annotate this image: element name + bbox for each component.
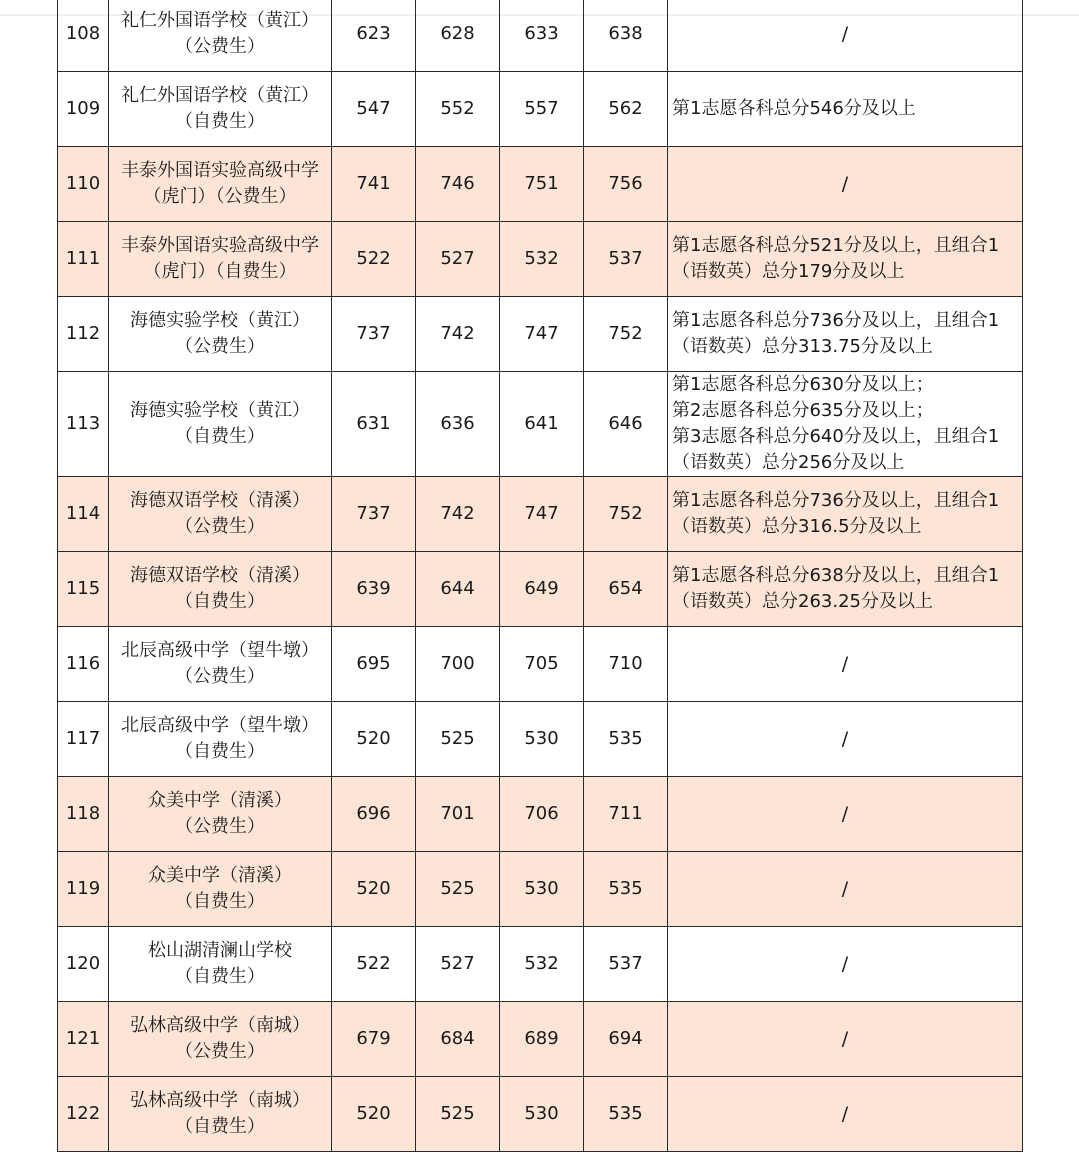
row-number-cell: 115 — [58, 552, 109, 627]
school-name: 海德实验学校（黄江） — [130, 310, 310, 331]
student-type: （自费生） — [175, 591, 265, 612]
school-name: 海德双语学校（清溪） — [130, 565, 310, 586]
score-cell-2: 527 — [416, 222, 500, 297]
score-cell-2: 527 — [416, 927, 500, 1002]
student-type: （自费生） — [175, 741, 265, 762]
row-number-cell: 119 — [58, 852, 109, 927]
score-cell-3: 557 — [500, 72, 584, 147]
score-cell-4: 752 — [584, 477, 668, 552]
score-cell-3: 530 — [500, 852, 584, 927]
table-row — [58, 627, 1023, 702]
student-type: （公费生） — [175, 666, 265, 687]
row-number-cell: 118 — [58, 777, 109, 852]
remark-cell — [668, 72, 1023, 147]
row-number-cell: 120 — [58, 927, 109, 1002]
school-name-cell — [109, 927, 332, 1002]
table-row — [58, 777, 1023, 852]
remark-line: （语数英）总分179分及以上 — [672, 261, 905, 282]
remark-line: 第3志愿各科总分640分及以上，且组合1 — [672, 426, 1000, 447]
score-cell-4: 562 — [584, 72, 668, 147]
remark-line: / — [841, 173, 849, 195]
school-name: 海德双语学校（清溪） — [130, 490, 310, 511]
student-type: （自费生） — [175, 426, 265, 447]
row-number-cell: 122 — [58, 1077, 109, 1152]
table-row — [58, 372, 1023, 477]
score-cell-2: 525 — [416, 852, 500, 927]
remark-cell — [668, 702, 1023, 777]
score-cell-1: 695 — [332, 627, 416, 702]
score-cell-3: 530 — [500, 1077, 584, 1152]
school-name: 礼仁外国语学校（黄江） — [121, 10, 319, 31]
remark-line: （语数英）总分263.25分及以上 — [672, 591, 933, 612]
school-name: 丰泰外国语实验高级中学 — [121, 235, 319, 256]
score-cell-1: 679 — [332, 1002, 416, 1077]
school-name-cell — [109, 627, 332, 702]
score-cell-2: 746 — [416, 147, 500, 222]
score-cell-4: 752 — [584, 297, 668, 372]
school-name-cell — [109, 297, 332, 372]
student-type: （虎门）（公费生） — [143, 186, 297, 207]
admission-score-table — [57, 0, 1023, 1152]
student-type: （公费生） — [175, 816, 265, 837]
score-cell-2: 628 — [416, 0, 500, 72]
score-cell-1: 741 — [332, 147, 416, 222]
remark-line: （语数英）总分256分及以上 — [672, 452, 905, 473]
score-cell-2: 525 — [416, 702, 500, 777]
school-name: 众美中学（清溪） — [148, 865, 292, 886]
table-row — [58, 297, 1023, 372]
student-type: （自费生） — [175, 891, 265, 912]
remark-cell — [668, 147, 1023, 222]
school-name-cell — [109, 72, 332, 147]
school-name-cell — [109, 1002, 332, 1077]
school-name: 丰泰外国语实验高级中学 — [121, 160, 319, 181]
score-cell-4: 537 — [584, 222, 668, 297]
row-number-cell: 112 — [58, 297, 109, 372]
remark-cell — [668, 0, 1023, 72]
score-cell-4: 646 — [584, 372, 668, 477]
student-type: （公费生） — [175, 1041, 265, 1062]
table-row — [58, 927, 1023, 1002]
score-cell-4: 711 — [584, 777, 668, 852]
table-body — [58, 0, 1023, 1152]
school-name-cell — [109, 702, 332, 777]
score-cell-2: 742 — [416, 297, 500, 372]
row-number-cell: 114 — [58, 477, 109, 552]
table-row — [58, 702, 1023, 777]
score-cell-3: 532 — [500, 927, 584, 1002]
remark-line: 第1志愿各科总分638分及以上，且组合1 — [672, 565, 1000, 586]
table-row — [58, 1077, 1023, 1152]
student-type: （公费生） — [175, 36, 265, 57]
remark-line: / — [841, 728, 849, 750]
school-name: 弘林高级中学（南城） — [130, 1015, 310, 1036]
table-row — [58, 1002, 1023, 1077]
score-cell-1: 520 — [332, 852, 416, 927]
remark-cell — [668, 222, 1023, 297]
school-name: 礼仁外国语学校（黄江） — [121, 85, 319, 106]
student-type: （公费生） — [175, 336, 265, 357]
school-name: 北辰高级中学（望牛墩） — [121, 640, 319, 661]
student-type: （自费生） — [175, 966, 265, 987]
score-cell-2: 636 — [416, 372, 500, 477]
score-cell-1: 522 — [332, 222, 416, 297]
school-name: 众美中学（清溪） — [148, 790, 292, 811]
remark-line: / — [841, 803, 849, 825]
remark-cell — [668, 852, 1023, 927]
score-cell-3: 751 — [500, 147, 584, 222]
row-number-cell: 121 — [58, 1002, 109, 1077]
table-row — [58, 552, 1023, 627]
row-number-cell: 110 — [58, 147, 109, 222]
remark-cell — [668, 552, 1023, 627]
score-cell-2: 552 — [416, 72, 500, 147]
remark-line: / — [841, 23, 849, 45]
score-cell-4: 710 — [584, 627, 668, 702]
school-name: 北辰高级中学（望牛墩） — [121, 715, 319, 736]
remark-line: / — [841, 878, 849, 900]
score-cell-2: 701 — [416, 777, 500, 852]
score-cell-3: 747 — [500, 477, 584, 552]
remark-line: 第1志愿各科总分630分及以上； — [672, 374, 934, 395]
score-cell-1: 737 — [332, 477, 416, 552]
table-row — [58, 147, 1023, 222]
score-cell-4: 535 — [584, 702, 668, 777]
row-number-cell: 117 — [58, 702, 109, 777]
score-cell-1: 623 — [332, 0, 416, 72]
remark-line: / — [841, 953, 849, 975]
remark-line: 第1志愿各科总分546分及以上 — [672, 98, 916, 119]
table-row — [58, 477, 1023, 552]
score-cell-3: 641 — [500, 372, 584, 477]
score-cell-2: 700 — [416, 627, 500, 702]
score-cell-3: 649 — [500, 552, 584, 627]
score-cell-1: 522 — [332, 927, 416, 1002]
school-name: 弘林高级中学（南城） — [130, 1090, 310, 1111]
student-type: （自费生） — [175, 111, 265, 132]
score-cell-3: 530 — [500, 702, 584, 777]
row-number-cell: 109 — [58, 72, 109, 147]
score-cell-2: 742 — [416, 477, 500, 552]
table-row — [58, 0, 1023, 72]
school-name-cell — [109, 777, 332, 852]
score-cell-3: 747 — [500, 297, 584, 372]
school-name-cell — [109, 852, 332, 927]
row-number-cell: 116 — [58, 627, 109, 702]
table-row — [58, 222, 1023, 297]
remark-cell — [668, 777, 1023, 852]
school-name-cell — [109, 147, 332, 222]
table-row — [58, 72, 1023, 147]
score-cell-3: 633 — [500, 0, 584, 72]
remark-cell — [668, 1077, 1023, 1152]
remark-line: 第1志愿各科总分736分及以上，且组合1 — [672, 490, 1000, 511]
score-cell-3: 532 — [500, 222, 584, 297]
remark-line: 第1志愿各科总分521分及以上，且组合1 — [672, 235, 1000, 256]
score-cell-4: 638 — [584, 0, 668, 72]
remark-cell — [668, 627, 1023, 702]
school-name-cell — [109, 372, 332, 477]
remark-line: / — [841, 1103, 849, 1125]
score-cell-4: 537 — [584, 927, 668, 1002]
score-cell-1: 631 — [332, 372, 416, 477]
row-number-cell: 108 — [58, 0, 109, 72]
score-cell-3: 705 — [500, 627, 584, 702]
remark-line: 第2志愿各科总分635分及以上； — [672, 400, 934, 421]
score-cell-1: 547 — [332, 72, 416, 147]
score-cell-2: 684 — [416, 1002, 500, 1077]
school-name-cell — [109, 477, 332, 552]
school-name: 海德实验学校（黄江） — [130, 400, 310, 421]
student-type: （自费生） — [175, 1116, 265, 1137]
school-name-cell — [109, 222, 332, 297]
score-cell-3: 689 — [500, 1002, 584, 1077]
school-name-cell — [109, 1077, 332, 1152]
school-name-cell — [109, 552, 332, 627]
remark-cell — [668, 1002, 1023, 1077]
remark-line: / — [841, 653, 849, 675]
student-type: （虎门）（自费生） — [143, 261, 297, 282]
score-cell-1: 520 — [332, 1077, 416, 1152]
score-cell-4: 535 — [584, 852, 668, 927]
remark-cell — [668, 297, 1023, 372]
table-row — [58, 852, 1023, 927]
score-cell-4: 535 — [584, 1077, 668, 1152]
student-type: （公费生） — [175, 516, 265, 537]
score-cell-1: 696 — [332, 777, 416, 852]
remark-cell — [668, 477, 1023, 552]
score-cell-3: 706 — [500, 777, 584, 852]
score-cell-4: 654 — [584, 552, 668, 627]
remark-line: （语数英）总分313.75分及以上 — [672, 336, 933, 357]
score-cell-4: 756 — [584, 147, 668, 222]
school-name: 松山湖清澜山学校 — [148, 940, 292, 961]
score-cell-1: 639 — [332, 552, 416, 627]
score-cell-2: 525 — [416, 1077, 500, 1152]
row-number-cell: 111 — [58, 222, 109, 297]
remark-line: / — [841, 1028, 849, 1050]
remark-line: 第1志愿各科总分736分及以上，且组合1 — [672, 310, 1000, 331]
school-name-cell — [109, 0, 332, 72]
score-cell-4: 694 — [584, 1002, 668, 1077]
remark-cell — [668, 927, 1023, 1002]
remark-line: （语数英）总分316.5分及以上 — [672, 516, 922, 537]
remark-cell — [668, 372, 1023, 477]
score-cell-1: 737 — [332, 297, 416, 372]
score-cell-2: 644 — [416, 552, 500, 627]
row-number-cell: 113 — [58, 372, 109, 477]
score-cell-1: 520 — [332, 702, 416, 777]
